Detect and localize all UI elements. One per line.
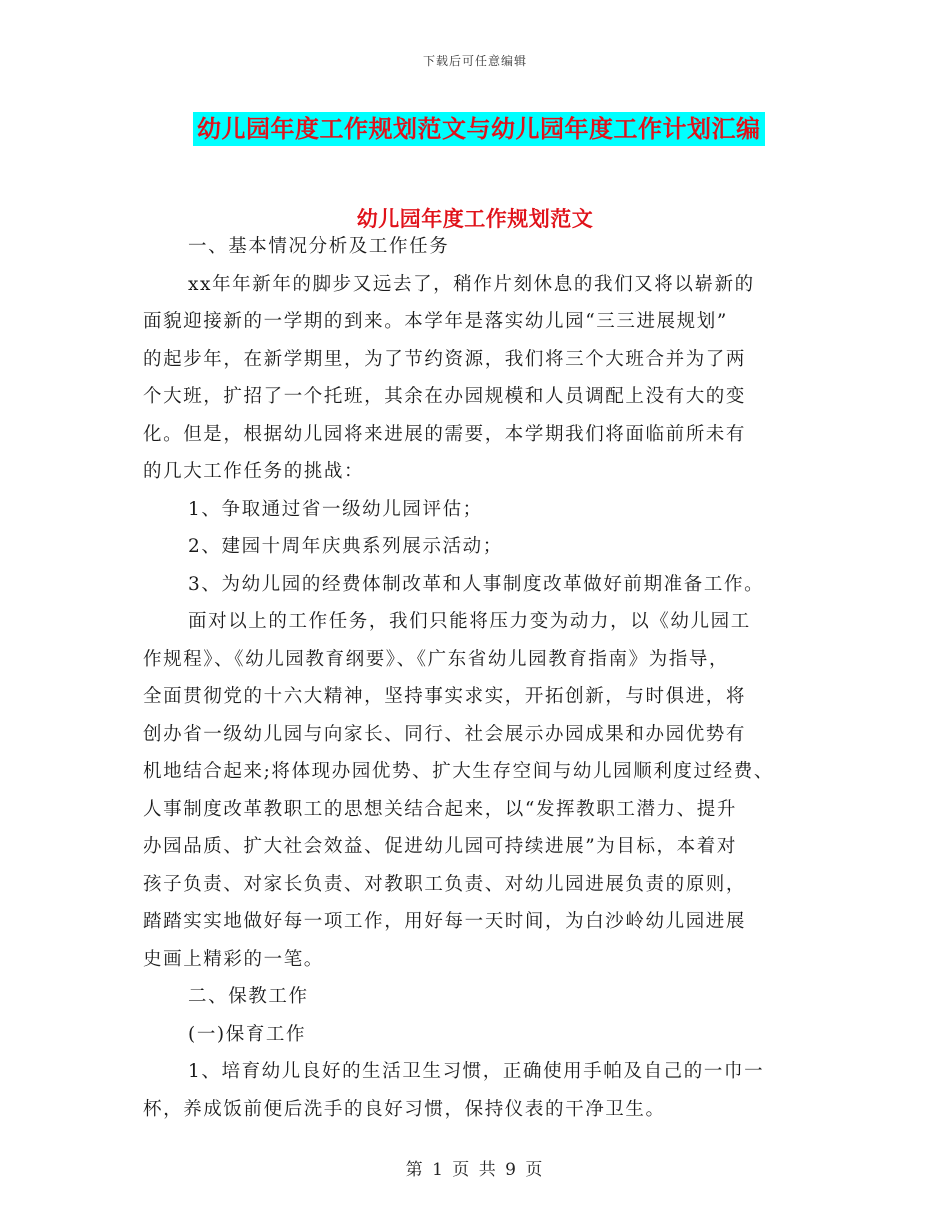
section-title: 幼儿园年度工作规划范文: [356, 206, 594, 231]
body-line: 踏踏实实地做好每一项工作，用好每一天时间，为白沙岭幼儿园进展: [143, 911, 747, 932]
body-line: 杯，养成饭前便后洗手的良好习惯，保持仪表的干净卫生。: [143, 1098, 666, 1120]
body-line: 化。但是，根据幼儿园将来进展的需要，本学期我们将面临前所未有: [143, 423, 747, 445]
body-text: [143, 228, 815, 1128]
body-line: xx年年新年的脚步又远去了，稍作片刻休息的我们又将以崭新的: [188, 273, 755, 295]
body-line: 创办省一级幼儿园与向家长、同行、社会展示办园成果和办园优势有: [143, 723, 747, 745]
body-line: (一)保育工作: [188, 1023, 307, 1045]
body-line: 个大班，扩招了一个托班，其余在办园规模和人员调配上没有大的变: [143, 386, 747, 407]
body-line: 1、培育幼儿良好的生活卫生习惯，正确使用手帕及自己的一巾一: [188, 1061, 765, 1082]
body-line: 的起步年，在新学期里，为了节约资源，我们将三个大班合并为了两: [143, 348, 747, 370]
body-line: 面对以上的工作任务，我们只能将压力变为动力，以《幼儿园工: [188, 611, 751, 632]
body-line: 的几大工作任务的挑战：: [143, 461, 365, 482]
body-line: 1、争取通过省一级幼儿园评估；: [188, 498, 483, 520]
document-title: 幼儿园年度工作规划范文与幼儿园年度工作计划汇编: [193, 112, 765, 146]
body-line: 作规程》、《幼儿园教育纲要》、《广东省幼儿园教育指南》为指导，: [143, 648, 730, 670]
body-line: 面貌迎接新的一学期的到来。本学年是落实幼儿园“三三进展规划”: [143, 311, 728, 332]
body-line: 办园品质、扩大社会效益、促进幼儿园可持续进展”为目标，本着对: [143, 836, 737, 857]
body-line: 史画上精彩的一笔。: [143, 948, 324, 970]
body-line: 机地结合起来;将体现办园优势、扩大生存空间与幼儿园顺利度过经费、: [143, 761, 774, 782]
body-line: 人事制度改革教职工的思想关结合起来，以“发挥教职工潜力、提升: [143, 798, 737, 820]
page-footer: 第 1 页 共 9 页: [405, 1160, 545, 1180]
body-line: 孩子负责、对家长负责、对教职工负责、对幼儿园进展负责的原则，: [143, 873, 747, 895]
body-line: 全面贯彻党的十六大精神，坚持事实求实，开拓创新，与时俱进，将: [143, 686, 747, 707]
header-note: 下载后可任意编辑: [422, 54, 527, 68]
body-line: 2、建园十周年庆典系列展示活动；: [188, 536, 503, 557]
body-line: 二、保教工作: [188, 986, 309, 1007]
body-line: 一、基本情况分析及工作任务: [188, 236, 450, 257]
body-line: 3、为幼儿园的经费体制改革和人事制度改革做好前期准备工作。: [188, 573, 765, 595]
